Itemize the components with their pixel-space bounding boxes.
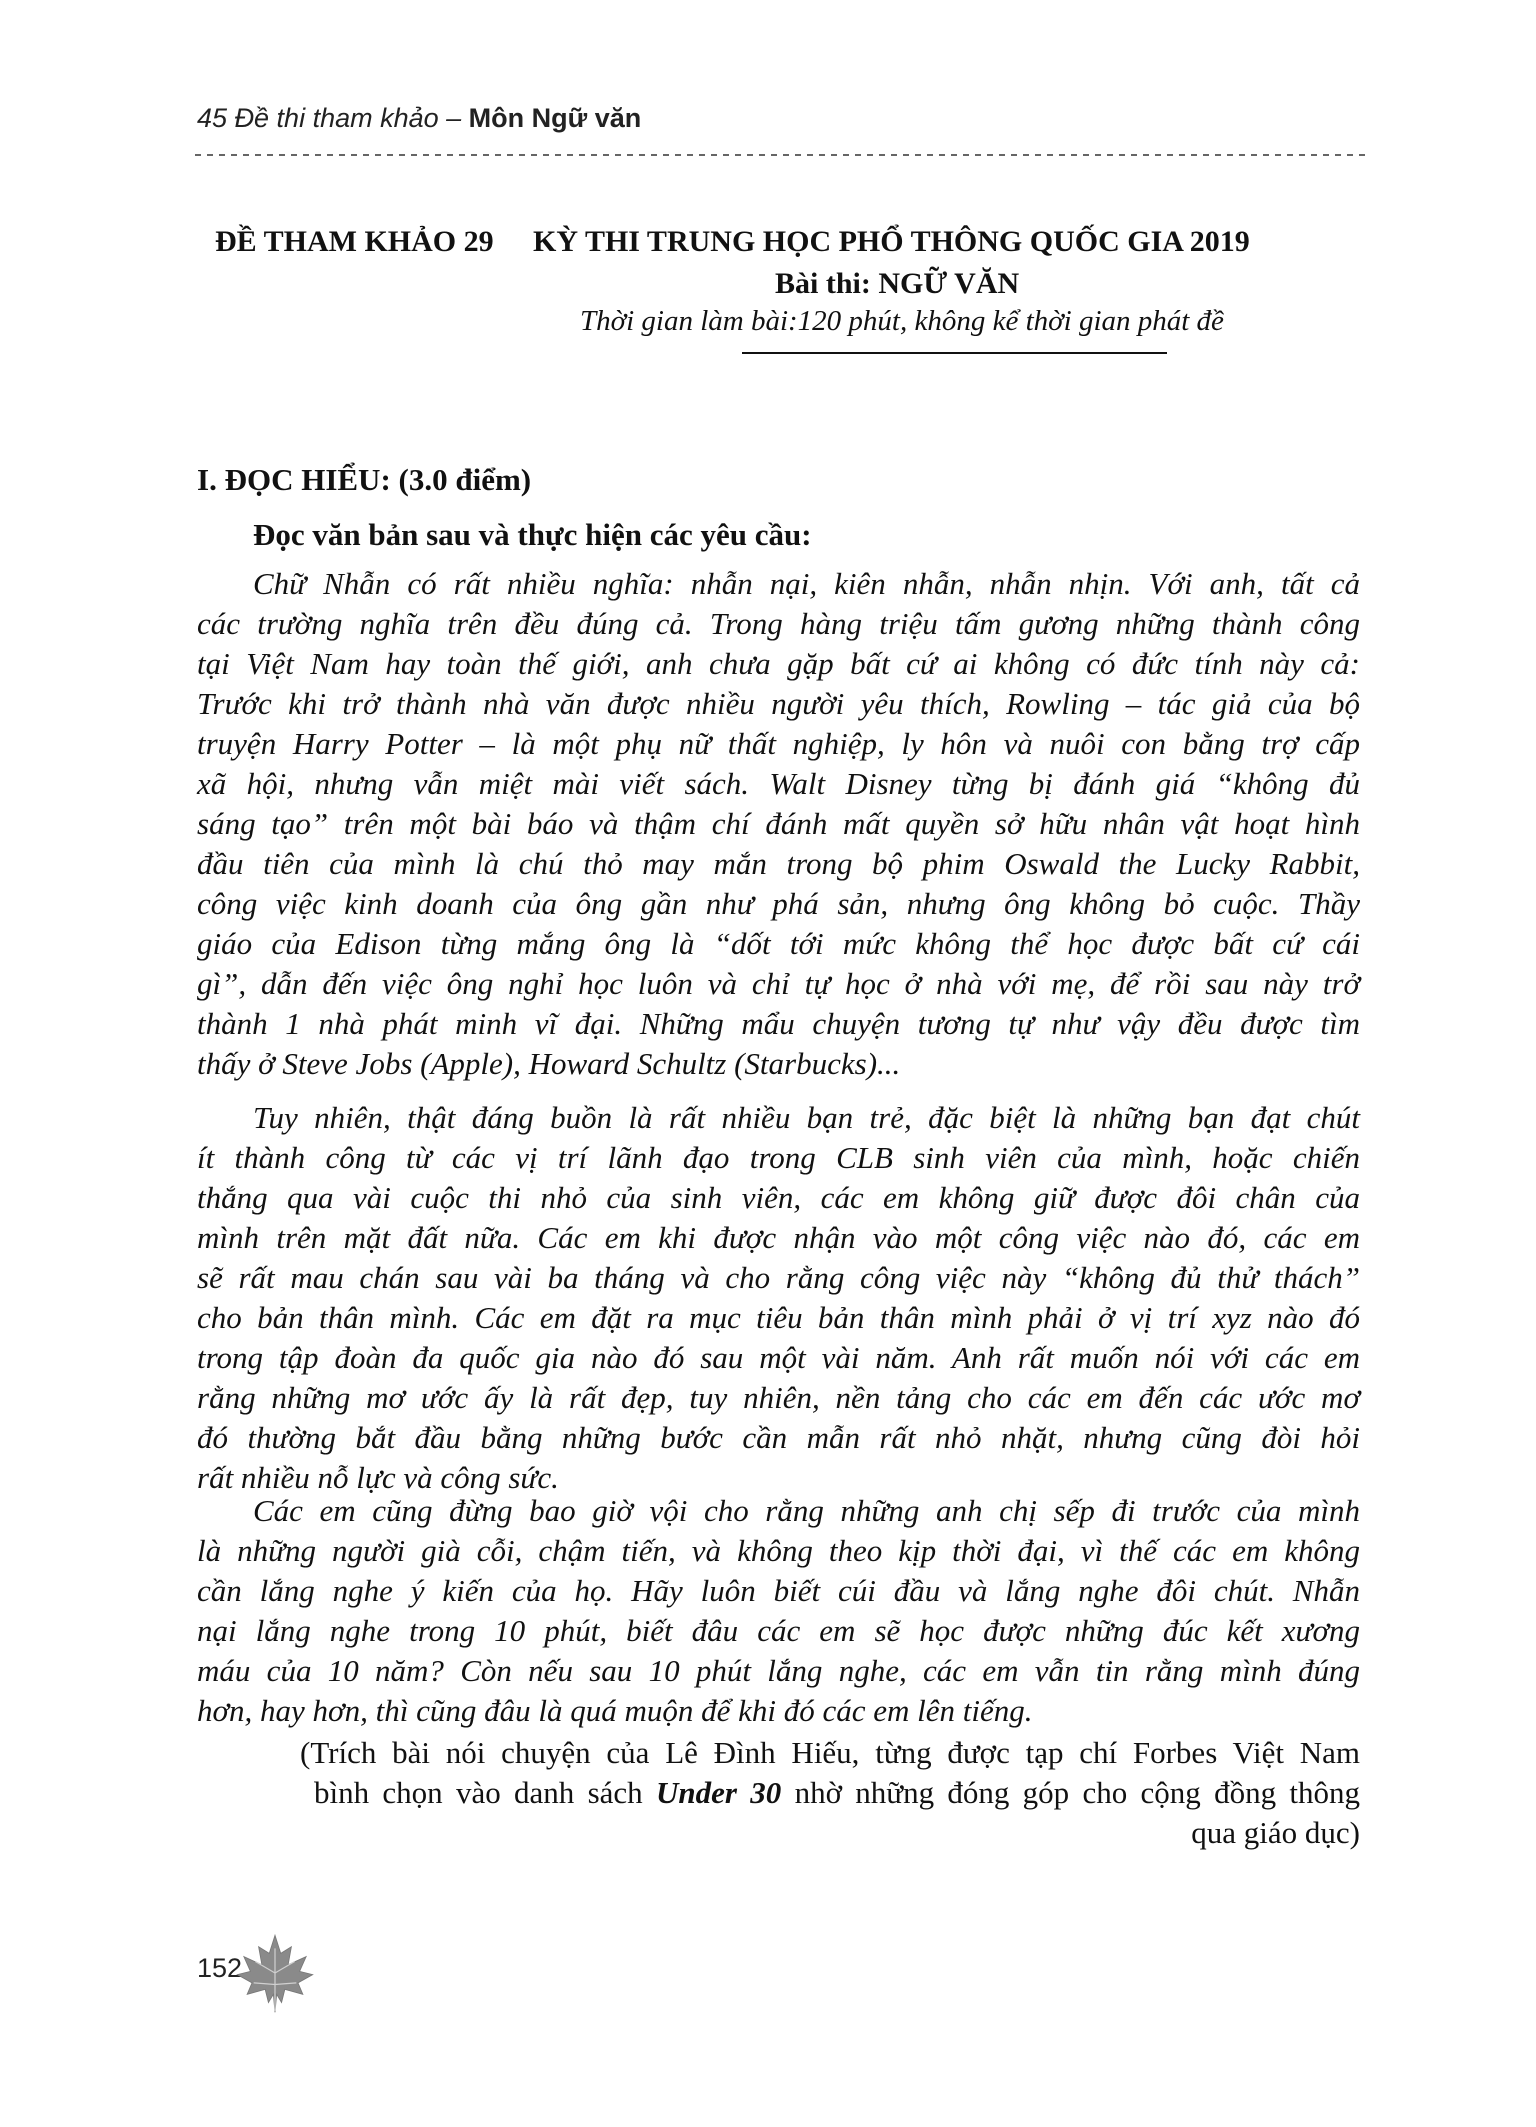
passage-line: Tuy nhiên, thật đáng buồn là rất nhiều bạn trẻ, đặc biệt là những bạn đạt chút: [253, 1100, 1360, 1135]
section-heading: I. ĐỌC HIỂU: (3.0 điểm): [197, 462, 532, 497]
passage-line: trong tập đoàn đa quốc gia nào đó sau một vài năm. Anh rất muốn nói với các em: [197, 1340, 1360, 1375]
passage-paragraph-1: [197, 564, 1360, 1084]
passage-line: cần lắng nghe ý kiến của họ. Hãy luôn biết cúi đầu và lắng nghe đôi chút. Nhẫn: [197, 1573, 1360, 1608]
source-citation: [300, 1733, 1360, 1853]
citation-emphasis: Under 30: [656, 1775, 782, 1810]
passage-line: thành 1 nhà phát minh vĩ đại. Những mẩu chuyện tương tự như vậy đều được tìm: [197, 1006, 1360, 1041]
passage-line: các trường nghĩa trên đều đúng cả. Trong hàng triệu tấm gương những thành công: [197, 606, 1360, 641]
citation-line: qua giáo dục): [1191, 1815, 1360, 1850]
exam-subject: Bài thi: NGỮ VĂN: [775, 267, 1020, 300]
maple-leaf-icon: [232, 1932, 318, 2014]
citation-text: bình chọn vào danh sách: [314, 1775, 656, 1810]
header-dotted-rule: [195, 150, 1370, 160]
passage-line: Chữ Nhẫn có rất nhiều nghĩa: nhẫn nại, kiên nhẫn, nhẫn nhịn. Với anh, tất cả: [253, 566, 1360, 601]
book-series-title: 45 Đề thi tham khảo –: [197, 103, 469, 133]
citation-line: [314, 1773, 1360, 1813]
running-header: [197, 103, 641, 134]
passage-line: hơn, hay hơn, thì cũng đâu là quá muộn để khi đó các em lên tiếng.: [197, 1693, 1033, 1728]
exam-code: ĐỀ THAM KHẢO 29: [215, 225, 494, 258]
passage-line: tại Việt Nam hay toàn thế giới, anh chưa gặp bất cứ ai không có đức tính này cả:: [197, 646, 1360, 681]
passage-line: xã hội, nhưng vẫn miệt mài viết sách. Walt Disney từng bị đánh giá “không đủ: [197, 766, 1360, 801]
passage-line: là những người già cỗi, chậm tiến, và không theo kịp thời đại, vì thế các em không: [197, 1533, 1360, 1568]
passage-line: đầu tiên của mình là chú thỏ may mắn trong bộ phim Oswald the Lucky Rabbit,: [197, 846, 1360, 881]
book-subject: Môn Ngữ văn: [468, 103, 642, 133]
passage-line: thắng qua vài cuộc thi nhỏ của sinh viên, các em không giữ được đôi chân của: [197, 1180, 1360, 1215]
passage-line: đó thường bắt đầu bằng những bước cần mẫn rất nhỏ nhặt, nhưng cũng đòi hỏi: [197, 1420, 1360, 1455]
passage-line: Trước khi trở thành nhà văn được nhiều người yêu thích, Rowling – tác giả của bộ: [197, 686, 1360, 721]
passage-line: cho bản thân mình. Các em đặt ra mục tiêu bản thân mình phải ở vị trí xyz nào đó: [197, 1300, 1360, 1335]
passage-line: rất nhiều nỗ lực và công sức.: [197, 1460, 559, 1495]
passage-line: máu của 10 năm? Còn nếu sau 10 phút lắng nghe, các em vẫn tin rằng mình đúng: [197, 1653, 1360, 1688]
passage-paragraph-2: [197, 1098, 1360, 1498]
passage-line: nại lắng nghe trong 10 phút, biết đâu các em sẽ học được những đúc kết xương: [197, 1613, 1360, 1648]
exam-name: KỲ THI TRUNG HỌC PHỔ THÔNG QUỐC GIA 2019: [533, 225, 1250, 258]
passage-line: công việc kinh doanh của ông gần như phá sản, nhưng ông không bỏ cuộc. Thầy: [197, 886, 1360, 921]
passage-line: truyện Harry Potter – là một phụ nữ thất nghiệp, ly hôn và nuôi con bằng trợ cấp: [197, 726, 1360, 761]
passage-line: rằng những mơ ước ấy là rất đẹp, tuy nhiên, nền tảng cho các em đến các ước mơ: [197, 1380, 1360, 1415]
passage-paragraph-3: [197, 1491, 1360, 1731]
exam-time: Thời gian làm bài:120 phút, không kể thời gian phát đề: [580, 305, 1224, 337]
citation-line: (Trích bài nói chuyện của Lê Đình Hiếu, từng được tạp chí Forbes Việt Nam: [300, 1735, 1360, 1770]
passage-line: thấy ở Steve Jobs (Apple), Howard Schultz (Starbucks)...: [197, 1046, 901, 1081]
reading-instruction: Đọc văn bản sau và thực hiện các yêu cầu:: [253, 517, 812, 552]
passage-line: gì”, dẫn đến việc ông nghỉ học luôn và chỉ tự học ở nhà với mẹ, để rồi sau này trở: [197, 966, 1360, 1001]
passage-line: mình trên mặt đất nữa. Các em khi được nhận vào một công việc nào đó, các em: [197, 1220, 1360, 1255]
page-number: 152: [197, 1953, 243, 1983]
passage-line: giáo của Edison từng mắng ông là “dốt tới mức không thể học được bất cứ cái: [197, 926, 1360, 961]
passage-line: ít thành công từ các vị trí lãnh đạo trong CLB sinh viên của mình, hoặc chiến: [197, 1140, 1360, 1175]
citation-text: nhờ những đóng góp cho cộng đồng thông: [781, 1775, 1361, 1810]
passage-line: sáng tạo” trên một bài báo và thậm chí đánh mất quyền sở hữu nhân vật hoạt hình: [197, 806, 1360, 841]
passage-line: Các em cũng đừng bao giờ vội cho rằng những anh chị sếp đi trước của mình: [253, 1493, 1360, 1528]
passage-line: sẽ rất mau chán sau vài ba tháng và cho rằng công việc này “không đủ thử thách”: [197, 1260, 1360, 1295]
title-underline: [742, 352, 1167, 354]
